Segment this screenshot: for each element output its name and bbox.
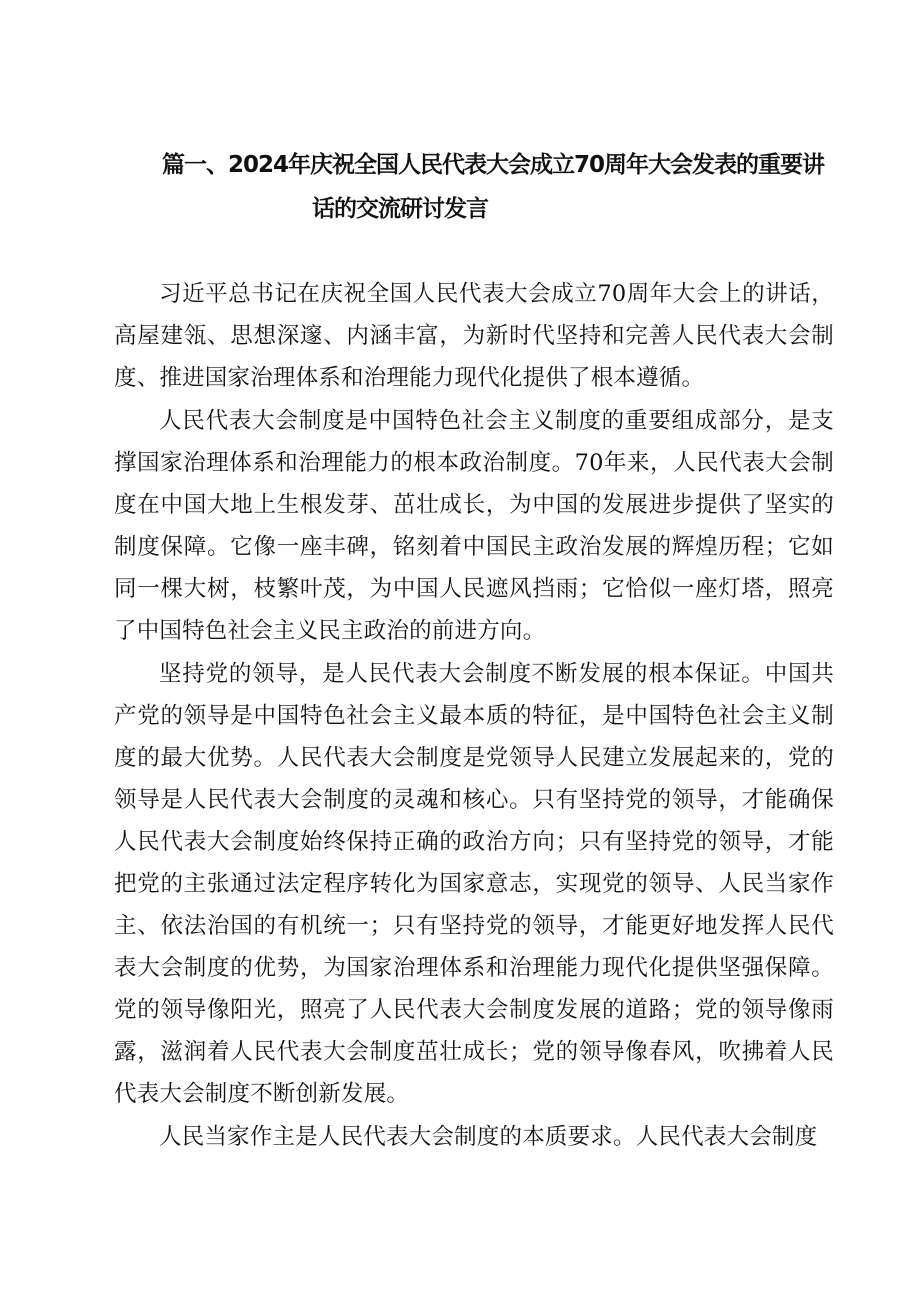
- paragraph-1: 习近平总书记在庆祝全国人民代表大会成立70周年大会上的讲话，高屋建瓴、思想深邃、内涵丰富，为新时代坚持和完善人民代表大会制度、推进国家治理体系和治理能力现代化提供了根本遵循。: [114, 281, 834, 391]
- paragraph-3: 坚持党的领导，是人民代表大会制度不断发展的根本保证。中国共产党的领导是中国特色社会主义最本质的特征，是中国特色社会主义制度的最大优势。人民代表大会制度是党领导人民建立发展起来的，党的领导是人民代表大会制度的灵魂和核心。只有坚持党的领导，才能确保人民代表大会制度始终保持正确的政治方向；只有坚持党的领导，才能把党的主张通过法定程序转化为国家意志，实现党的领导、人民当家作主、依法治国的有机统一；只有坚持党的领导，才能更好地发挥人民代表大会制度的优势，为国家治理体系和治理能力现代化提供坚强保障。党的领导像阳光，照亮了人民代表大会制度发展的道路；党的领导像雨露，滋润着人民代表大会制度茁壮成长；党的领导像春风，吹拂着人民代表大会制度不断创新发展。: [114, 661, 834, 1107]
- paragraph-4: 人民当家作主是人民代表大会制度的本质要求。人民代表大会制度: [159, 1124, 818, 1150]
- document-title: [162, 143, 852, 231]
- paragraph-2: 人民代表大会制度是中国特色社会主义制度的重要组成部分，是支撑国家治理体系和治理能力的根本政治制度。70年来，人民代表大会制度在中国大地上生根发芽、茁壮成长，为中国的发展进步提供了坚实的制度保障。它像一座丰碑，铭刻着中国民主政治发展的辉煌历程；它如同一棵大树，枝繁叶茂，为中国人民遮风挡雨；它恰似一座灯塔，照亮了中国特色社会主义民主政治的前进方向。: [114, 408, 834, 644]
- title-line-1: 篇一、2024年庆祝全国人民代表大会成立70周年大会发表的重要讲: [162, 152, 825, 178]
- title-line-2: 话的交流研讨发言: [312, 196, 488, 222]
- document-body: [114, 273, 834, 1159]
